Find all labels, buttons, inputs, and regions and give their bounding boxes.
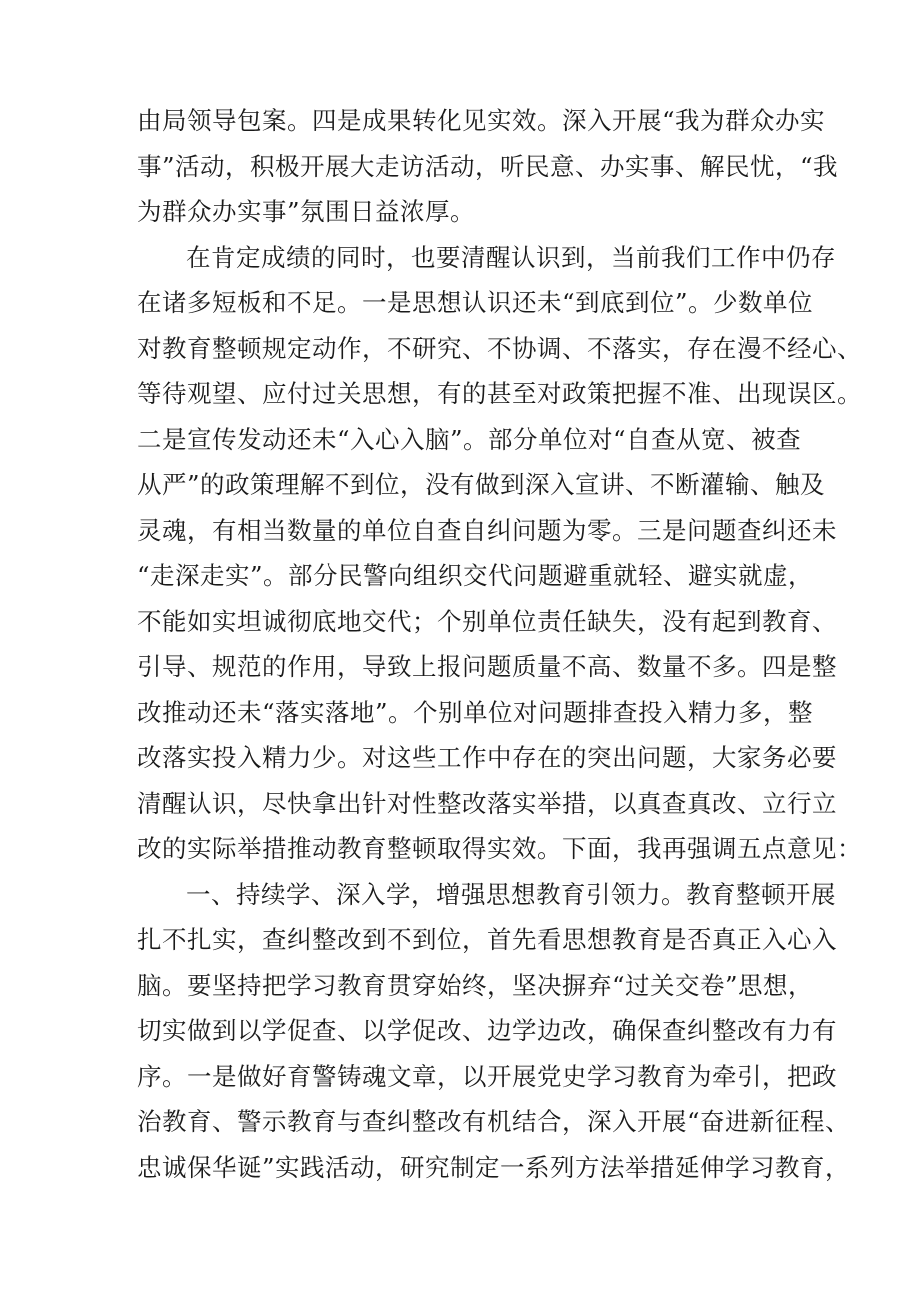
text-line: 事”活动，积极开展大走访活动，听民意、办实事、解民忧，“我 bbox=[137, 151, 839, 181]
text-line: 为群众办实事”氛围日益浓厚。 bbox=[137, 197, 476, 226]
text-line: 改推动还未“落实落地”。个别单位对问题排查投入精力多，整 bbox=[137, 697, 814, 727]
text-line: “走深走实”。部分民警向组织交代问题避重就轻、避实就虚， bbox=[137, 561, 814, 590]
text-line: 引导、规范的作用，导致上报问题质量不高、数量不多。四是整 bbox=[137, 652, 837, 681]
text-line: 改的实际举措推动教育整顿取得实效。下面，我再强调五点意见： bbox=[137, 834, 862, 863]
text-line: 由局领导包案。四是成果转化见实效。深入开展“我为群众办实 bbox=[137, 106, 826, 135]
text-line: 改落实投入精力少。对这些工作中存在的突出问题，大家务必要 bbox=[137, 743, 837, 772]
paragraph-first-line: 在肯定成绩的同时，也要清醒认识到，当前我们工作中仍存 bbox=[186, 242, 836, 272]
text-line: 对教育整顿规定动作，不研究、不协调、不落实，存在漫不经心、 bbox=[137, 333, 862, 363]
text-line: 治教育、警示教育与查纠整改有机结合，深入开展“奋进新征程、 bbox=[137, 1107, 851, 1136]
text-line: 在诸多短板和不足。一是思想认识还未“到底到位”。少数单位 bbox=[137, 288, 814, 317]
text-line: 序。一是做好育警铸魂文章，以开展党史学习教育为牵引，把政 bbox=[137, 1061, 837, 1091]
text-line: 不能如实坦诚彻底地交代；个别单位责任缺失，没有起到教育、 bbox=[137, 606, 837, 636]
body-text bbox=[137, 98, 862, 1190]
text-line: 扎不扎实，查纠整改到不到位，首先看思想教育是否真正入心入 bbox=[137, 925, 837, 954]
text-line: 清醒认识，尽快拿出针对性整改落实举措，以真查真改、立行立 bbox=[137, 788, 837, 818]
text-line: 等待观望、应付过关思想，有的甚至对政策把握不准、出现误区。 bbox=[137, 379, 862, 408]
paragraph-first-line: 一、持续学、深入学，增强思想教育引领力。教育整顿开展 bbox=[186, 879, 836, 909]
text-line: 从严”的政策理解不到位，没有做到深入宣讲、不断灌输、触及 bbox=[137, 470, 826, 499]
text-line: 忠诚保华诞”实践活动，研究制定一系列方法举措延伸学习教育， bbox=[137, 1152, 851, 1182]
text-line: 灵魂，有相当数量的单位自查自纠问题为零。三是问题查纠还未 bbox=[137, 515, 837, 545]
text-line: 脑。要坚持把学习教育贯穿始终，坚决摒弃“过关交卷”思想， bbox=[137, 970, 814, 1000]
text-line: 二是宣传发动还未“入心入脑”。部分单位对“自查从宽、被查 bbox=[137, 424, 802, 454]
text-line: 切实做到以学促查、以学促改、边学边改，确保查纠整改有力有 bbox=[137, 1016, 837, 1045]
